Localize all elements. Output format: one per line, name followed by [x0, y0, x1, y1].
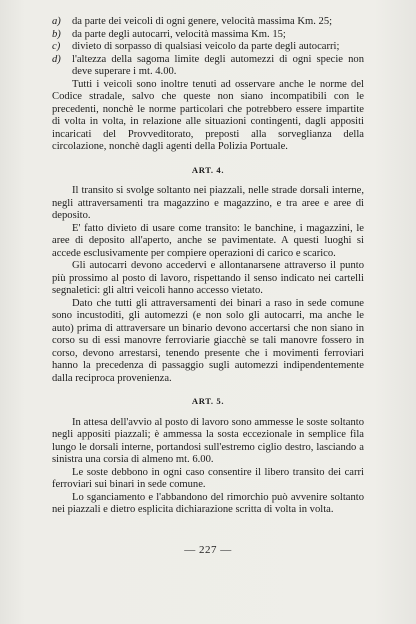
- list-letter: a): [52, 16, 61, 27]
- list-letter: d): [52, 53, 61, 65]
- list-text: divieto di sorpasso di qualsiasi veicolo da parte degli autocarri;: [72, 41, 340, 52]
- article-4-paragraph: E' fatto divieto di usare come transito: le banchine, i magazzini, le aree di deposito all'aperto, anche se pavimentate. A questi luoghi si accede esclusivamente per compiere operazioni di carico e scarico.: [52, 222, 364, 259]
- article-4-heading: ART. 4.: [191, 164, 225, 175]
- intro-paragraph: Tutti i veicoli sono inoltre tenuti ad osservare anche le norme del Codice stradale, salvo che queste non siano incompatibili con le precedenti, nonchè le norme particolari che potrebbero essere impartite di volta in volta, in relazione alle situazioni contingenti, dagli appositi incaricati del Provveditorato, preposti alla sorveglianza della circolazione, nonchè dagli agenti della Polizia Portuale.: [52, 78, 364, 152]
- list-text: l'altezza della sagoma limite degli automezzi di ogni specie non deve superare i mt. 4.00.: [72, 53, 364, 77]
- article-4-paragraph: Dato che tutti gli attraversamenti dei binari a raso in sede comune sono incustoditi, gli automezzi (e non solo gli autocarri, ma anche le auto) prima di attraversare un binario devono accertarsi che non siano in corso su di essi manovre ferroviarie giacchè se tali manovre fossero in corso, devono arrestarsi, tenendo presente che i movimenti ferroviari hanno la precedenza di passaggio sugli automezzi indipendentemente dalla reciproca provenienza.: [52, 297, 364, 384]
- list-text: da parte degli autocarri, velocità massima Km. 15;: [72, 28, 286, 40]
- list-item: [52, 54, 364, 79]
- article-4-paragraph: Gli autocarri devono accedervi e allontanarsene attraverso il punto più prossimo al posto di lavoro, rispettando il senso indicato nei cartelli segnaletici: gli altri veicoli hanno accesso vietato.: [52, 260, 364, 296]
- list-item: [52, 16, 364, 29]
- page-number: — 227 —: [184, 544, 232, 556]
- list-letter: c): [52, 41, 61, 52]
- speed-limits-list: [52, 16, 364, 79]
- article-4-paragraph: Il transito si svolge soltanto nei piazzali, nelle strade dorsali interne, negli attraversamenti tra magazzino e magazzino, e tra aree e aree di deposito.: [52, 185, 364, 221]
- article-5-paragraph: Le soste debbono in ogni caso consentire il libero transito dei carri ferroviari sui binari in sede comune.: [52, 466, 364, 490]
- list-item: [52, 41, 364, 54]
- page-body: [52, 16, 364, 517]
- article-5-paragraph: In attesa dell'avvio al posto di lavoro sono ammesse le soste soltanto negli appositi piazzali; è ammessa la sosta eccezionale in semplice fila lungo le dorsali interne, portandosi sull'estremo ciglio destro, lasciando a sinistra una corsia di almeno mt. 6.00.: [52, 416, 364, 465]
- list-text: da parte dei veicoli di ogni genere, velocità massima Km. 25;: [72, 16, 333, 27]
- list-item: [52, 29, 364, 42]
- article-5-paragraph: Lo sganciamento e l'abbandono del rimorchio può avvenire soltanto nei piazzali e dietro esplicita dichiarazione scritta di volta in volta.: [52, 491, 364, 515]
- list-letter: b): [52, 28, 61, 40]
- article-5-heading: ART. 5.: [191, 396, 225, 406]
